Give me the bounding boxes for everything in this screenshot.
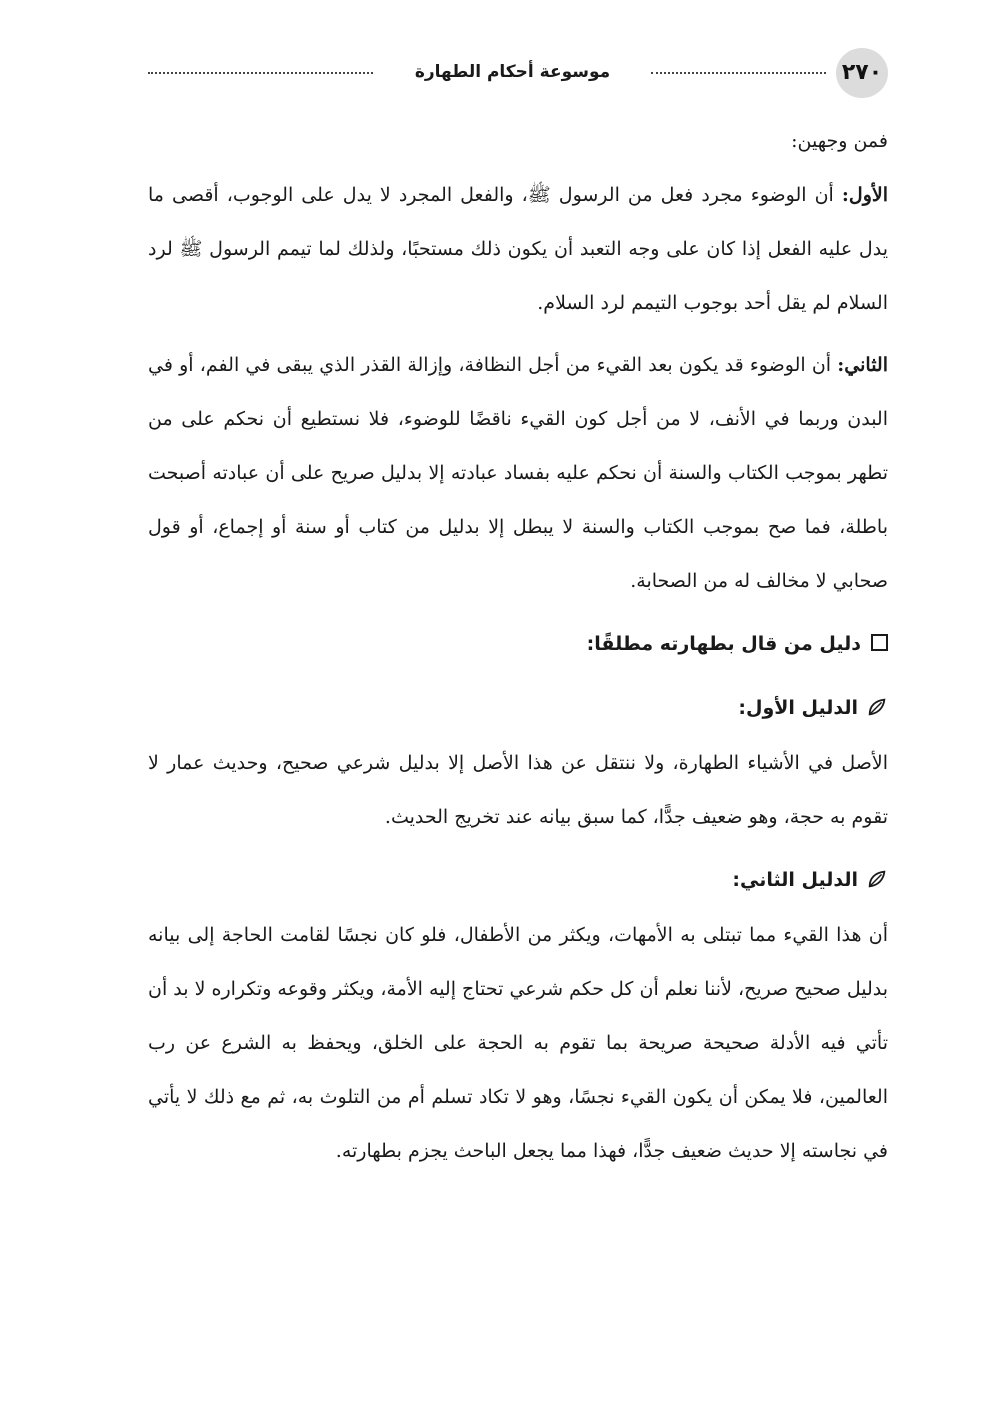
square-box-icon [871,634,888,651]
evidence-2-heading [148,852,888,908]
first-reason-lead: الأول: [841,184,888,206]
evidence-2-heading-text: الدليل الثاني: [732,869,858,891]
leaf-ornament-icon [866,696,888,718]
book-title: موسوعة أحكام الطهارة [414,62,611,82]
evidence-1-heading-text: الدليل الأول: [738,697,858,719]
intro-line: فمن وجهين: [791,130,888,152]
evidence-1-heading [148,680,888,736]
section-heading [148,616,888,672]
header-dotted-rule-right [651,72,826,74]
first-reason-text: أن الوضوء مجرد فعل من الرسول ﷺ، والفعل المجرد لا يدل على الوجوب، أقصى ما يدل عليه الفعل إذا كان على وجه التعبد أن يكون ذلك مستحبًا، ولذلك لما تيمم الرسول ﷺ لرد السلام لم يقل أحد بوجوب التيمم لرد السلام. [148,184,888,314]
second-reason-text: أن الوضوء قد يكون بعد القيء من أجل النظافة، وإزالة القذر الذي يبقى في الفم، أو في البدن وربما في الأنف، لا من أجل كون القيء ناقضًا للوضوء، فلا نستطيع أن نحكم على من تطهر بموجب الكتاب والسنة أن نحكم عليه بفساد عبادته إلا بدليل صريح على أن عبادته أصبحت باطلة، فما صح بموجب الكتاب والسنة لا يبطل إلا بدليل من كتاب أو سنة أو إجماع، أو قول صحابي لا مخالف له من الصحابة. [148,354,888,592]
evidence-1-paragraph: الأصل في الأشياء الطهارة، ولا ننتقل عن هذا الأصل إلا بدليل شرعي صحيح، وحديث عمار لا تقوم به حجة، وهو ضعيف جدًّا، كما سبق بيانه عند تخريج الحديث. [148,752,888,828]
section-heading-text: دليل من قال بطهارته مطلقًا: [586,633,861,655]
leaf-ornament-icon [866,868,888,890]
first-reason-paragraph [148,168,888,330]
header-dotted-rule-left [148,72,373,74]
page-header [148,48,888,98]
second-reason-paragraph [148,338,888,608]
page-number-badge: ٢٧٠ [836,48,888,98]
second-reason-lead: الثاني: [837,354,888,376]
evidence-2-paragraph: أن هذا القيء مما تبتلى به الأمهات، ويكثر من الأطفال، فلو كان نجسًا لقامت الحاجة إلى بيانه بدليل صحيح صريح، لأننا نعلم أن كل حكم شرعي تحتاج إليه الأمة، ويكثر وقوعه وتكراره لا بد أن تأتي فيه الأدلة صحيحة صريحة بما تقوم به الحجة على الخلق، ويحفظ به الشرع عن رب العالمين، فلا يمكن أن يكون القيء نجسًا، وهو لا تكاد تسلم أم من التلوث به، ثم مع ذلك لا يأتي في نجاسته إلا حديث ضعيف جدًّا، فهذا مما يجعل الباحث يجزم بطهارته. [148,924,888,1162]
page-content [148,114,888,1178]
